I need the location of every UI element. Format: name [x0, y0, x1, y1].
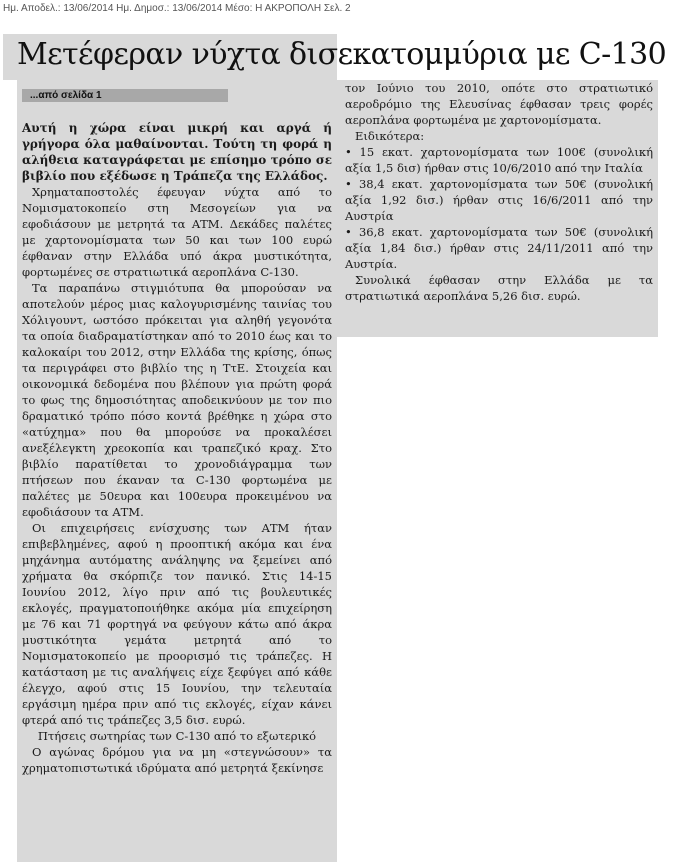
paragraph-4: Ο αγώνας δρόμου για να μη «στεγνώσουν» τα χρηματοπιστωτικά ιδρύματα από μετρητά ξεκίνησε — [22, 745, 332, 775]
flights-list — [345, 144, 653, 272]
clipping-metadata: Ημ. Αποδελ.: 13/06/2014 Ημ. Δημοσ.: 13/06/2014 Μέσο: Η ΑΚΡΟΠΟΛΗ Σελ. 2 — [3, 3, 351, 14]
subheading: Πτήσεις σωτηρίας των C-130 από το εξωτερικό — [37, 729, 317, 743]
paragraph-1: Χρηματαποστολές έφευγαν νύχτα από το Νομισματοκοπείο στη Μεσογείων για να εφοδιάσουν με μετρητά τα ΑΤΜ. Δεκάδες παλέτες με χαρτονομίσματα των 50 και των 100 ευρώ έφθαναν στην Ελλάδα υπό άκρα μυστικότητα, φορτωμένες σε στρατιωτικά αεροπλάνα C-130. — [22, 185, 332, 279]
paragraph-5: τον Ιούνιο του 2010, οπότε στο στρατιωτικό αεροδρόμιο της Ελευσίνας έφθασαν τρεις φορές αεροπλάνα φορτωμένα με χαρτονομίσματα. — [345, 81, 653, 127]
paragraph-3: Οι επιχειρήσεις ενίσχυσης των ΑΤΜ ήταν επιβεβλημένες, αφού η προοπτική ακόμα και ένα μηχάνημα αυτόματης ανάληψης να ξεμείνει από χρήματα θα σκόρπιζε τον πανικό. Στις 14-15 Ιουνίου 2012, λίγο πριν από τις βουλευτικές εκλογές, πραγματοποιήθηκε ακόμα μία επιχείρηση με 76 και 71 φορτηγά να φεύγουν κάτω από άκρα μυστικότητα γεμάτα μετρητά από το Νομισματοκοπείο με προορισμό τις τράπεζες. Η κατάσταση με τις αναλήψεις είχε ξεφύγει από κάθε έλεγχο, αφού στις 15 Ιουνίου, την τελευταία εργάσιμη ημέρα πριν από τις εκλογές, είχαν κάνει φτερά από τις τράπεζες 3,5 δισ. ευρώ. — [22, 521, 332, 727]
list-item: • 36,8 εκατ. χαρτονομίσματα των 50€ (συνολική αξία 1,84 δισ.) ήρθαν στις 24/11/2011 από την Αυστρία. — [345, 225, 653, 271]
article-column-right — [337, 80, 658, 337]
lead-paragraph: Αυτή η χώρα είναι μικρή και αργά ή γρήγορα όλα μαθαίνονται. Τούτη τη φορά η αλήθεια καταγράφεται με επίσημο τρόπο σε βιβλίο που εξέδωσε η Τράπεζα της Ελλάδος. — [22, 121, 332, 183]
kicker: ...από σελίδα 1 — [22, 89, 228, 102]
list-item: • 15 εκατ. χαρτονομίσματα των 100€ (συνολική αξία 1,5 δισ) ήρθαν στις 10/6/2010 από την Ιταλία — [345, 145, 653, 175]
article-column-left — [17, 80, 337, 862]
details-label: Ειδικότερα: — [355, 129, 425, 143]
headline: Μετέφεραν νύχτα δισεκατομμύρια με C-130 — [17, 37, 667, 72]
list-item: • 38,4 εκατ. χαρτονομίσματα των 50€ (συνολική αξία 1,92 δισ.) ήρθαν στις 16/6/2011 από την Αυστρία — [345, 177, 653, 223]
total-paragraph: Συνολικά έφθασαν στην Ελλάδα με τα στρατιωτικά αεροπλάνα 5,26 δισ. ευρώ. — [345, 273, 653, 303]
press-clipping — [3, 34, 667, 825]
paragraph-2: Τα παραπάνω στιγμιότυπα θα μπορούσαν να αποτελούν μέρος μιας καλογυρισμένης ταινίας του Χόλιγουντ, ωστόσο πρόκειται για αληθή γεγονότα τα οποία διαδραματίστηκαν από το 2010 έως και το καλοκαίρι του 2012, στην Ελλάδα της κρίσης, όπως τα περιγράφει στο βιβλίο της η ΤτΕ. Στοιχεία και οικονομικά δεδομένα που βλέπουν για πρώτη φορά το φως της δημοσιότητας αποδεικνύουν με τον πιο δραματικό τρόπο πόσο κοντά βρέθηκε η χώρα στο «ατύχημα» που θα μπορούσε να προκαλέσει ανεξέλεγκτη χρεοκοπία και τραπεζικό κραχ. Στο βιβλίο παρατίθεται το χρονοδιάγραμμα των πτήσεων που έκαναν τα C-130 φορτωμένα με παλέτες με 50ευρα και 100ευρα προκειμένου να εφοδιάσουν τα ΑΤΜ. — [22, 281, 332, 519]
